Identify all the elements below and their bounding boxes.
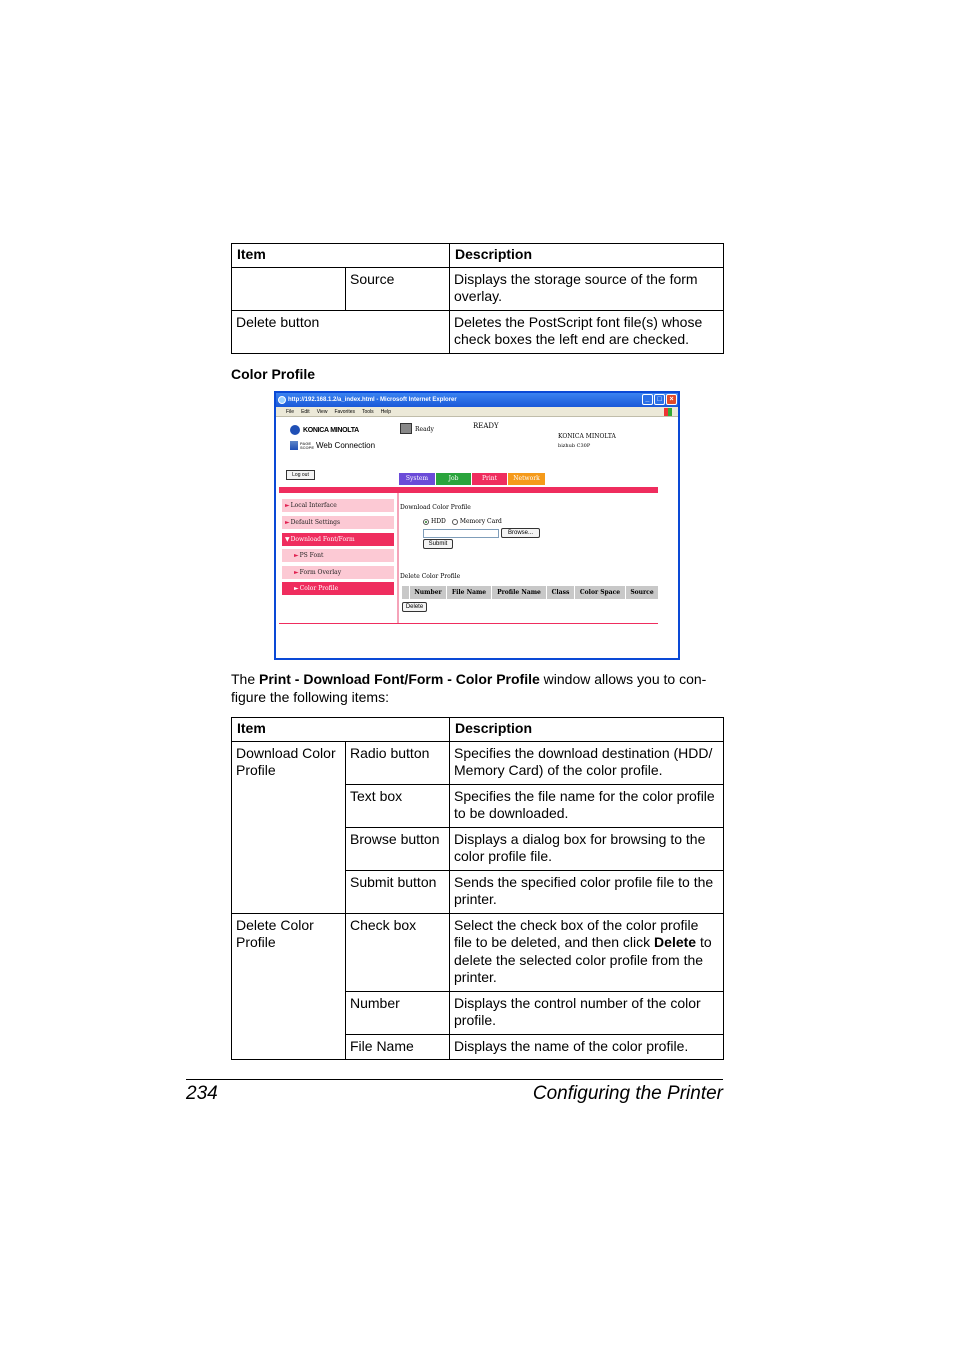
sidebar-item-ps-font[interactable] <box>282 549 394 562</box>
description-bold: Delete <box>654 934 697 950</box>
sidebar-item-label: Color Profile <box>299 585 339 592</box>
model-name: bizhub C30P <box>558 443 591 449</box>
printer-icon <box>400 423 412 434</box>
menu-edit[interactable]: Edit <box>301 409 310 415</box>
sub-item-cell: Source <box>346 267 450 310</box>
arrow-right-icon: ► <box>285 519 290 526</box>
ie-icon <box>278 396 286 404</box>
delete-section-title: Delete Color Profile <box>400 573 461 580</box>
table-row <box>232 913 724 991</box>
arrow-right-icon: ► <box>294 585 299 592</box>
pagescope-icon <box>290 441 298 450</box>
window-title: http://192.168.1.2/a_index.html - Microsoft Internet Explorer <box>288 397 457 403</box>
logout-button[interactable]: Log out <box>286 470 315 480</box>
description-text: to delete the selected color profile from the printer. <box>454 934 712 985</box>
sidebar-item-label: Default Settings <box>290 519 341 526</box>
sidebar-item-local-interface[interactable] <box>282 499 394 512</box>
paragraph-text: window allows you to con-figure the following items: <box>231 671 707 705</box>
items-table-top <box>231 243 724 354</box>
description-cell: Displays a dialog box for browsing to the color profile file. <box>450 827 724 870</box>
pagescope-top: PAGE <box>300 440 312 446</box>
header-item: Item <box>232 244 450 268</box>
description-paragraph <box>231 671 723 706</box>
model-maker: KONICA MINOLTA <box>558 433 616 440</box>
item-cell: Download Color Profile <box>232 741 346 913</box>
window-titlebar <box>276 393 678 407</box>
status-ready-small: Ready <box>415 426 434 433</box>
menu-file[interactable]: File <box>286 409 295 415</box>
konica-minolta-logo <box>290 425 359 435</box>
submit-button[interactable]: Submit <box>423 539 453 549</box>
pagescope-logo <box>290 441 375 450</box>
arrow-right-icon: ► <box>294 569 299 576</box>
footer-divider <box>279 623 658 624</box>
sidebar-item-download-font-form[interactable] <box>282 533 394 546</box>
description-cell: Displays the control number of the color profile. <box>450 991 724 1034</box>
description-cell: Sends the specified color profile file to the printer. <box>450 870 724 913</box>
arrow-right-icon: ► <box>285 502 290 509</box>
browse-button[interactable]: Browse... <box>501 528 540 538</box>
table-header-row <box>232 718 724 742</box>
globe-icon <box>290 425 300 435</box>
description-cell: Displays the storage source of the form overlay. <box>450 267 724 310</box>
item-cell: Delete button <box>232 310 450 353</box>
column-file-name: File Name <box>447 586 491 599</box>
section-heading: Color Profile <box>231 366 316 382</box>
description-cell: Deletes the PostScript font file(s) whose check boxes the left end are checked. <box>450 310 724 353</box>
delete-button[interactable]: Delete <box>402 602 427 612</box>
paragraph-window-name: Print - Download Font/Form - Color Profile <box>259 671 540 687</box>
column-profile-name: Profile Name <box>492 586 546 599</box>
sub-item-cell: Submit button <box>346 870 450 913</box>
sub-item-cell: Browse button <box>346 827 450 870</box>
description-cell <box>450 913 724 991</box>
sidebar-item-label: Download Font/Form <box>290 536 355 543</box>
radio-hdd[interactable] <box>423 519 429 525</box>
description-cell: Specifies the download destination (HDD/ Memory Card) of the color profile. <box>450 741 724 784</box>
sub-item-cell: Text box <box>346 784 450 827</box>
sidebar-item-label: PS Font <box>299 552 324 559</box>
header-item: Item <box>232 718 450 742</box>
brand-name: KONICA MINOLTA <box>303 426 359 434</box>
menu-help[interactable]: Help <box>380 409 391 415</box>
menu-bar <box>276 407 678 417</box>
sub-item-cell: Check box <box>346 913 450 991</box>
header-description: Description <box>450 718 724 742</box>
sub-item-cell: File Name <box>346 1034 450 1060</box>
radio-hdd-label: HDD <box>431 518 446 525</box>
browser-screenshot <box>274 391 680 660</box>
table-row <box>232 267 724 310</box>
close-icon[interactable]: × <box>666 394 677 405</box>
arrow-right-icon: ► <box>294 552 299 559</box>
header-divider <box>279 487 658 493</box>
main-tabs <box>399 473 545 485</box>
sub-item-cell: Number <box>346 991 450 1034</box>
sidebar-divider <box>397 493 399 623</box>
table-row <box>232 310 724 353</box>
column-color-space: Color Space <box>575 586 625 599</box>
tab-print[interactable]: Print <box>472 473 507 485</box>
sidebar-item-form-overlay[interactable] <box>282 566 394 579</box>
radio-memory-card[interactable] <box>452 519 458 525</box>
description-text: Select the check box of the color profile file to be deleted, and then click <box>454 916 699 950</box>
menu-view[interactable]: View <box>316 409 328 415</box>
column-class: Class <box>547 586 574 599</box>
minimize-icon[interactable]: _ <box>642 394 653 405</box>
tab-job[interactable]: Job <box>436 473 471 485</box>
destination-radio-group <box>423 518 502 525</box>
items-table-color-profile <box>231 717 724 1060</box>
download-section-title: Download Color Profile <box>400 504 471 511</box>
tab-system[interactable]: System <box>399 473 435 485</box>
pagescope-bottom: SCOPE <box>300 444 315 450</box>
table-row <box>232 741 724 784</box>
windows-logo-icon <box>664 408 672 416</box>
column-source: Source <box>626 586 658 599</box>
file-name-input[interactable] <box>423 529 499 538</box>
header-description: Description <box>450 244 724 268</box>
maximize-icon[interactable]: □ <box>654 394 665 405</box>
sidebar-item-label: Form Overlay <box>299 569 342 576</box>
footer-rule <box>186 1079 723 1080</box>
menu-favorites[interactable]: Favorites <box>334 409 355 415</box>
description-cell: Displays the name of the color profile. <box>450 1034 724 1060</box>
status-ready: READY <box>473 422 499 430</box>
table-header-row <box>232 244 724 268</box>
sidebar-item-color-profile[interactable] <box>282 582 394 595</box>
sidebar-item-label: Local Interface <box>290 502 337 509</box>
checkbox-column-header <box>402 586 409 599</box>
profile-table-header <box>402 586 658 599</box>
radio-memory-card-label: Memory Card <box>459 518 502 525</box>
menu-tools[interactable]: Tools <box>362 409 374 415</box>
item-cell: Delete Color Profile <box>232 913 346 1060</box>
paragraph-text: The <box>231 671 260 687</box>
page-number: 234 <box>186 1083 218 1104</box>
web-connection-label: Web Connection <box>316 441 376 450</box>
column-number: Number <box>410 586 446 599</box>
sub-item-cell: Radio button <box>346 741 450 784</box>
arrow-down-icon: ▼ <box>285 536 290 543</box>
tab-network[interactable]: Network <box>508 473 545 485</box>
sidebar-item-default-settings[interactable] <box>282 516 394 529</box>
description-cell: Specifies the file name for the color profile to be downloaded. <box>450 784 724 827</box>
item-cell <box>232 267 346 310</box>
footer-chapter-title: Configuring the Printer <box>532 1083 723 1104</box>
